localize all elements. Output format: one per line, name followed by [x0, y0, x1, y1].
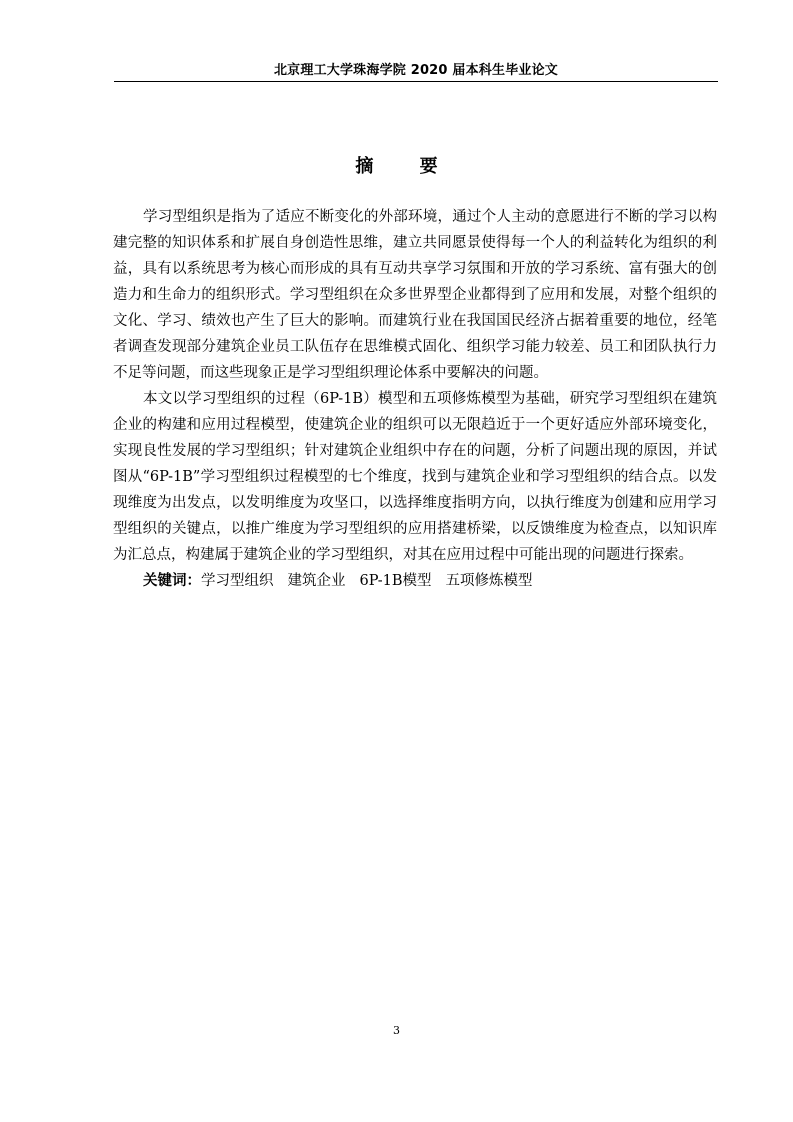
keyword-item: 五项修炼模型: [445, 573, 533, 589]
page-number: 3: [393, 1024, 400, 1037]
abstract-paragraph-2: 本文以学习型组织的过程（6P-1B）模型和五项修炼模型为基础，研究学习型组织在建筑企业的构建和应用过程模型，使建筑企业的组织可以无限趋近于一个更好适应外部环境变化，实现良性发展的学习型组织；针对建筑企业组织中存在的问题，分析了问题出现的原因，并试图从“6P-1B”学习型组织过程模型的七个维度，找到与建筑企业和学习型组织的结合点。以发现维度为出发点，以发明维度为攻坚口，以选择维度指明方向，以执行维度为创建和应用学习型组织的关键点，以推广维度为学习型组织的应用搭建桥梁，以反馈维度为检查点，以知识库为汇总点，构建属于建筑企业的学习型组织，对其在应用过程中可能出现的问题进行探索。: [113, 391, 717, 563]
header-title: 北京理工大学珠海学院 2020 届本科生毕业论文: [273, 63, 559, 78]
keyword-item: 建筑企业: [287, 573, 346, 589]
keywords-line: [113, 568, 717, 594]
keywords-label: 关键词：: [143, 573, 201, 589]
running-header: [114, 50, 718, 82]
keyword-item: 学习型组织: [201, 573, 274, 589]
abstract-heading: 摘 要: [355, 156, 458, 177]
abstract-paragraph-1: 学习型组织是指为了适应不断变化的外部环境，通过个人主动的意愿进行不断的学习以构建完整的知识体系和扩展自身创造性思维，建立共同愿景使得每一个人的利益转化为组织的利益，具有以系统思考为核心而形成的具有互动共享学习氛围和开放的学习系统、富有强大的创造力和生命力的组织形式。学习型组织在众多世界型企业都得到了应用和发展，对整个组织的文化、学习、绩效也产生了巨大的影响。而建筑行业在我国国民经济占据着重要的地位，经笔者调查发现部分建筑企业员工队伍存在思维模式固化、组织学习能力较差、员工和团队执行力不足等问题，而这些现象正是学习型组织理论体系中要解决的问题。: [113, 209, 717, 381]
keyword-item: 6P-1B模型: [359, 573, 432, 589]
abstract-body: [113, 204, 717, 594]
